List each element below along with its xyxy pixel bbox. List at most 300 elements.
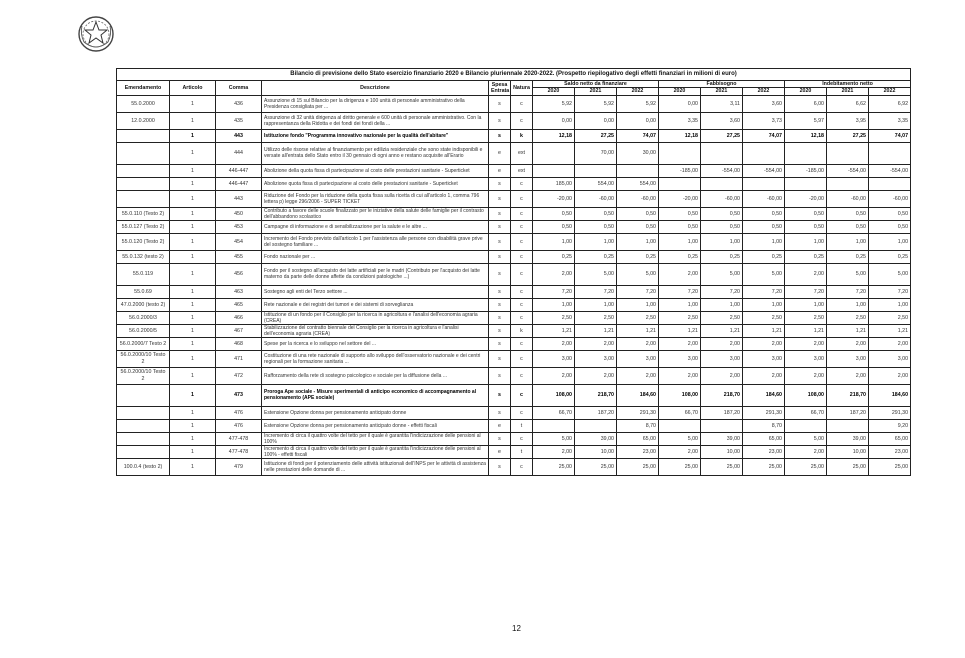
cell-value: 3,00: [785, 350, 827, 367]
table-row: [117, 432, 911, 445]
cell-value: 1,00: [659, 298, 701, 311]
cell-articolo: 1: [170, 311, 216, 324]
cell-value: 108,00: [533, 384, 575, 406]
cell-value: [533, 164, 575, 177]
cell-value: 0,25: [785, 250, 827, 263]
cell-descrizione: Sostegno agli enti del Terzo settore ...: [262, 285, 489, 298]
table-row: [117, 263, 911, 285]
cell-descrizione: Fondo nazionale per ...: [262, 250, 489, 263]
cell-articolo: 1: [170, 233, 216, 250]
table-row: [117, 129, 911, 142]
cell-descrizione: Estensione Opzione donna per pensionamento anticipato donne - effetti fiscali: [262, 419, 489, 432]
cell-articolo: 1: [170, 458, 216, 475]
cell-spesa-entrata: s: [489, 220, 511, 233]
cell-value: 25,00: [617, 458, 659, 475]
cell-value: 2,00: [533, 445, 575, 458]
cell-descrizione: Istituzione di un fondo per il Consiglio per la ricerca in agricoltura e l'analisi dell'economia agraria (CREA): [262, 311, 489, 324]
cell-value: 2,00: [785, 367, 827, 384]
cell-natura: c: [511, 285, 533, 298]
cell-value: 66,70: [785, 406, 827, 419]
cell-natura: c: [511, 311, 533, 324]
cell-value: 554,00: [617, 177, 659, 190]
cell-value: 1,00: [659, 233, 701, 250]
cell-spesa-entrata: s: [489, 384, 511, 406]
table-row: [117, 177, 911, 190]
cell-value: 7,20: [617, 285, 659, 298]
header-year: 2020: [533, 88, 575, 95]
header-fabbisogno: Fabbisogno: [659, 81, 785, 88]
table-row: [117, 445, 911, 458]
cell-value: [743, 142, 785, 164]
table-row: [117, 337, 911, 350]
cell-value: 5,00: [869, 263, 911, 285]
cell-value: 3,11: [701, 95, 743, 112]
cell-natura: t: [511, 419, 533, 432]
cell-descrizione: Stabilizzazione del contratto biennale del Consiglio per la ricerca in agricoltura e l'analisi dell'economia agraria (CREA): [262, 324, 489, 337]
cell-emendamento: 55.0.127 (Testo 2): [117, 220, 170, 233]
cell-natura: c: [511, 384, 533, 406]
cell-articolo: 1: [170, 324, 216, 337]
cell-value: [575, 419, 617, 432]
cell-emendamento: [117, 432, 170, 445]
table-row: [117, 324, 911, 337]
cell-value: 2,00: [533, 263, 575, 285]
cell-value: 3,60: [743, 95, 785, 112]
cell-value: 1,21: [701, 324, 743, 337]
cell-emendamento: [117, 177, 170, 190]
cell-spesa-entrata: s: [489, 458, 511, 475]
cell-comma: 477-478: [216, 445, 262, 458]
cell-value: 2,50: [743, 311, 785, 324]
cell-value: 0,50: [743, 220, 785, 233]
cell-value: 27,25: [575, 129, 617, 142]
cell-spesa-entrata: s: [489, 263, 511, 285]
cell-value: 5,00: [659, 432, 701, 445]
cell-value: [785, 177, 827, 190]
cell-articolo: 1: [170, 337, 216, 350]
cell-value: 3,00: [659, 350, 701, 367]
cell-value: 25,00: [575, 458, 617, 475]
table-row: [117, 298, 911, 311]
cell-natura: c: [511, 95, 533, 112]
cell-value: 70,00: [575, 142, 617, 164]
cell-value: [659, 419, 701, 432]
header-articolo: Articolo: [170, 81, 216, 96]
cell-value: 1,00: [617, 233, 659, 250]
cell-value: 2,00: [701, 367, 743, 384]
cell-natura: c: [511, 298, 533, 311]
cell-comma: 443: [216, 190, 262, 207]
cell-emendamento: [117, 384, 170, 406]
cell-emendamento: 56.0.2000/10 Testo 2: [117, 367, 170, 384]
financial-effects-table-container: [116, 68, 910, 476]
cell-value: 184,60: [617, 384, 659, 406]
cell-natura: c: [511, 250, 533, 263]
cell-comma: 466: [216, 311, 262, 324]
header-year: 2021: [827, 88, 869, 95]
cell-value: 218,70: [575, 384, 617, 406]
cell-value: 0,25: [743, 250, 785, 263]
cell-emendamento: 55.0.2000: [117, 95, 170, 112]
cell-comma: 468: [216, 337, 262, 350]
cell-value: 2,50: [575, 311, 617, 324]
cell-value: 2,50: [617, 311, 659, 324]
cell-value: [785, 142, 827, 164]
cell-value: -185,00: [785, 164, 827, 177]
cell-value: 5,92: [533, 95, 575, 112]
cell-value: 74,07: [617, 129, 659, 142]
cell-value: 2,00: [827, 337, 869, 350]
table-row: [117, 95, 911, 112]
table-row: [117, 285, 911, 298]
cell-value: 3,00: [869, 350, 911, 367]
cell-comma: 443: [216, 129, 262, 142]
cell-value: 5,92: [575, 95, 617, 112]
cell-articolo: 1: [170, 406, 216, 419]
cell-value: [659, 177, 701, 190]
financial-effects-table: [116, 68, 911, 476]
cell-articolo: 1: [170, 220, 216, 233]
cell-value: 0,50: [617, 207, 659, 220]
cell-descrizione: Rafforzamento della rete di sostegno psicologico e sociale per la diffusione della ...: [262, 367, 489, 384]
cell-value: [701, 177, 743, 190]
cell-value: 218,70: [827, 384, 869, 406]
cell-spesa-entrata: e: [489, 445, 511, 458]
cell-value: 2,00: [869, 367, 911, 384]
cell-value: 2,00: [659, 263, 701, 285]
cell-emendamento: 55.0.119: [117, 263, 170, 285]
cell-spesa-entrata: s: [489, 190, 511, 207]
cell-value: -20,00: [659, 190, 701, 207]
cell-value: 12,18: [785, 129, 827, 142]
cell-value: 0,25: [533, 250, 575, 263]
cell-value: 0,00: [617, 112, 659, 129]
header-year: 2021: [701, 88, 743, 95]
cell-value: 23,00: [617, 445, 659, 458]
cell-descrizione: Abolizione quota fissa di partecipazione al costo delle prestazioni sanitarie - Superticket: [262, 177, 489, 190]
cell-value: 0,00: [533, 112, 575, 129]
cell-value: 2,50: [701, 311, 743, 324]
cell-comma: 456: [216, 263, 262, 285]
cell-comma: 463: [216, 285, 262, 298]
table-row: [117, 220, 911, 233]
table-row: [117, 458, 911, 475]
cell-value: 1,00: [575, 298, 617, 311]
header-year: 2022: [743, 88, 785, 95]
table-row: [117, 250, 911, 263]
header-natura: Natura: [511, 81, 533, 96]
cell-value: 184,60: [869, 384, 911, 406]
cell-descrizione: Incremento di circa il quattro volte del tetto per il quale è garantita l'indicizzazione delle pensioni al 100%: [262, 432, 489, 445]
cell-natura: c: [511, 337, 533, 350]
cell-value: 23,00: [743, 445, 785, 458]
table-row: [117, 142, 911, 164]
cell-value: 2,00: [617, 367, 659, 384]
cell-value: 6,00: [785, 95, 827, 112]
cell-value: 2,50: [827, 311, 869, 324]
cell-value: 1,00: [869, 233, 911, 250]
cell-value: 291,30: [869, 406, 911, 419]
cell-spesa-entrata: s: [489, 311, 511, 324]
cell-spesa-entrata: s: [489, 129, 511, 142]
table-row: [117, 406, 911, 419]
cell-value: 27,25: [701, 129, 743, 142]
table-row: [117, 419, 911, 432]
cell-value: 2,00: [869, 337, 911, 350]
cell-value: 1,00: [701, 298, 743, 311]
cell-value: 0,25: [701, 250, 743, 263]
cell-articolo: 1: [170, 263, 216, 285]
cell-natura: c: [511, 112, 533, 129]
cell-value: 0,50: [701, 220, 743, 233]
cell-value: 1,00: [533, 233, 575, 250]
cell-value: 0,50: [827, 220, 869, 233]
cell-value: 6,62: [827, 95, 869, 112]
cell-value: 25,00: [869, 458, 911, 475]
cell-comma: 446-447: [216, 177, 262, 190]
cell-value: 1,21: [575, 324, 617, 337]
cell-value: 185,00: [533, 177, 575, 190]
cell-articolo: 1: [170, 298, 216, 311]
cell-value: -554,00: [869, 164, 911, 177]
cell-natura: t: [511, 445, 533, 458]
cell-comma: 471: [216, 350, 262, 367]
cell-value: 0,50: [869, 207, 911, 220]
cell-value: 6,92: [869, 95, 911, 112]
cell-value: 7,20: [701, 285, 743, 298]
cell-spesa-entrata: s: [489, 112, 511, 129]
cell-value: [785, 419, 827, 432]
cell-value: -60,00: [617, 190, 659, 207]
table-row: [117, 207, 911, 220]
cell-value: 1,00: [575, 233, 617, 250]
cell-value: 8,70: [617, 419, 659, 432]
header-year: 2022: [869, 88, 911, 95]
cell-value: 65,00: [869, 432, 911, 445]
cell-value: 2,00: [575, 367, 617, 384]
cell-value: 2,50: [533, 311, 575, 324]
cell-value: 1,00: [533, 298, 575, 311]
cell-emendamento: [117, 419, 170, 432]
cell-spesa-entrata: s: [489, 367, 511, 384]
cell-spesa-entrata: s: [489, 177, 511, 190]
header-year: 2022: [617, 88, 659, 95]
cell-spesa-entrata: s: [489, 95, 511, 112]
cell-value: 2,00: [617, 337, 659, 350]
cell-comma: 473: [216, 384, 262, 406]
cell-natura: c: [511, 263, 533, 285]
cell-value: 218,70: [701, 384, 743, 406]
cell-value: 0,50: [785, 220, 827, 233]
table-row: [117, 311, 911, 324]
cell-value: 7,20: [533, 285, 575, 298]
cell-value: 0,50: [785, 207, 827, 220]
cell-value: 2,00: [701, 337, 743, 350]
cell-comma: 435: [216, 112, 262, 129]
page-number: 12: [512, 624, 521, 633]
cell-emendamento: 56.0.2000/7 Testo 2: [117, 337, 170, 350]
cell-emendamento: [117, 129, 170, 142]
cell-value: 5,97: [785, 112, 827, 129]
cell-articolo: 1: [170, 419, 216, 432]
cell-value: 1,00: [617, 298, 659, 311]
cell-value: -60,00: [701, 190, 743, 207]
cell-emendamento: 55.0.120 (Testo 2): [117, 233, 170, 250]
cell-articolo: 1: [170, 445, 216, 458]
cell-descrizione: Riduzione del Fondo per la riduzione della quota fissa sulla ricetta di cui all'articolo 1, comma 796 lettera p) legge 296/2006 - SUPER TICKET: [262, 190, 489, 207]
cell-value: 291,30: [617, 406, 659, 419]
cell-articolo: 1: [170, 129, 216, 142]
cell-value: [827, 419, 869, 432]
cell-comma: 477-478: [216, 432, 262, 445]
cell-emendamento: 55.0.110 (Testo 2): [117, 207, 170, 220]
cell-natura: ext: [511, 164, 533, 177]
header-year: 2020: [785, 88, 827, 95]
cell-value: 108,00: [659, 384, 701, 406]
cell-value: 1,00: [743, 233, 785, 250]
cell-articolo: 1: [170, 250, 216, 263]
cell-emendamento: [117, 445, 170, 458]
header-comma: Comma: [216, 81, 262, 96]
cell-descrizione: Abolizione della quota fissa di partecipazione al costo delle prestazioni sanitarie - Superticket: [262, 164, 489, 177]
table-row: [117, 350, 911, 367]
cell-value: -185,00: [659, 164, 701, 177]
cell-natura: k: [511, 129, 533, 142]
header-indebitamento: Indebitamento netto: [785, 81, 911, 88]
cell-value: 2,00: [785, 337, 827, 350]
cell-value: 1,00: [827, 298, 869, 311]
cell-natura: c: [511, 233, 533, 250]
cell-value: 1,21: [869, 324, 911, 337]
cell-value: 10,00: [575, 445, 617, 458]
cell-value: 7,20: [659, 285, 701, 298]
table-row: [117, 190, 911, 207]
cell-natura: c: [511, 350, 533, 367]
cell-articolo: 1: [170, 207, 216, 220]
cell-articolo: 1: [170, 432, 216, 445]
cell-value: 0,00: [659, 95, 701, 112]
cell-spesa-entrata: s: [489, 250, 511, 263]
cell-value: 1,21: [743, 324, 785, 337]
cell-value: 9,20: [869, 419, 911, 432]
cell-value: [659, 142, 701, 164]
cell-emendamento: 47.0.2000 (testo 2): [117, 298, 170, 311]
table-row: [117, 367, 911, 384]
cell-emendamento: 56.0.2000/5: [117, 324, 170, 337]
cell-comma: 454: [216, 233, 262, 250]
cell-value: 0,50: [617, 220, 659, 233]
cell-value: 65,00: [743, 432, 785, 445]
cell-comma: 465: [216, 298, 262, 311]
cell-value: 25,00: [785, 458, 827, 475]
cell-value: 2,00: [533, 337, 575, 350]
cell-articolo: 1: [170, 164, 216, 177]
cell-value: [869, 177, 911, 190]
cell-descrizione: Utilizzo delle risorse relative al finanziamento per edilizia residenziale che sono state indisponibili e versate all'entrata dello Stato entro il 30 gennaio di ogni anno e restano acquisite all'Erario: [262, 142, 489, 164]
cell-value: 1,21: [827, 324, 869, 337]
cell-value: 3,00: [743, 350, 785, 367]
cell-comma: 455: [216, 250, 262, 263]
cell-comma: 467: [216, 324, 262, 337]
cell-descrizione: Incremento di circa il quattro volte del tetto per il quale è garantita l'indicizzazione delle pensioni al 100% - effetti fiscali: [262, 445, 489, 458]
cell-descrizione: Rete nazionale e dei registri dei tumori e dei sistemi di sorveglianza: [262, 298, 489, 311]
cell-value: 5,00: [827, 263, 869, 285]
cell-emendamento: 55.0.132 (testo 2): [117, 250, 170, 263]
cell-natura: c: [511, 220, 533, 233]
cell-value: 25,00: [533, 458, 575, 475]
cell-descrizione: Istituzione di fondi per il potenziamento delle attività istituzionali dell'INPS per le attività di assistenza nelle prestazioni delle domande di ...: [262, 458, 489, 475]
cell-value: 0,50: [575, 207, 617, 220]
cell-value: 0,25: [827, 250, 869, 263]
cell-value: 3,00: [617, 350, 659, 367]
cell-natura: c: [511, 177, 533, 190]
header-spesa-entrata: Spesa Entrata: [489, 81, 511, 96]
cell-descrizione: Incremento del Fondo previsto dall'articolo 1 per l'assistenza alle persone con disabilità grave prive del sostegno familiare ...: [262, 233, 489, 250]
cell-spesa-entrata: s: [489, 298, 511, 311]
cell-spesa-entrata: s: [489, 233, 511, 250]
cell-value: 5,00: [743, 263, 785, 285]
cell-value: 25,00: [827, 458, 869, 475]
cell-value: 0,25: [575, 250, 617, 263]
cell-descrizione: Istituzione fondo "Programma innovativo nazionale per la qualità dell'abitare": [262, 129, 489, 142]
cell-value: 3,35: [869, 112, 911, 129]
cell-articolo: 1: [170, 285, 216, 298]
cell-value: 1,00: [785, 233, 827, 250]
cell-value: [533, 419, 575, 432]
cell-value: [701, 419, 743, 432]
cell-value: -554,00: [743, 164, 785, 177]
cell-descrizione: Costituzione di una rete nazionale di supporto allo sviluppo dell'osservatorio nazionale e dei centri regionali per la formazione sanitaria ...: [262, 350, 489, 367]
cell-value: 554,00: [575, 177, 617, 190]
cell-comma: 450: [216, 207, 262, 220]
cell-value: 0,50: [659, 220, 701, 233]
cell-value: 1,00: [869, 298, 911, 311]
header-descrizione: Descrizione: [262, 81, 489, 96]
cell-value: 1,00: [827, 233, 869, 250]
cell-value: 1,21: [785, 324, 827, 337]
cell-value: 7,20: [827, 285, 869, 298]
cell-value: 7,20: [575, 285, 617, 298]
header-year: 2021: [575, 88, 617, 95]
cell-value: 0,50: [869, 220, 911, 233]
cell-value: 3,35: [659, 112, 701, 129]
cell-value: 3,00: [575, 350, 617, 367]
cell-descrizione: Proroga Ape sociale - Misure sperimentali di anticipo economico di accompagnamento al pensionamento (APE sociale): [262, 384, 489, 406]
cell-value: 0,50: [743, 207, 785, 220]
cell-value: [701, 142, 743, 164]
cell-value: 0,25: [869, 250, 911, 263]
cell-emendamento: [117, 142, 170, 164]
cell-descrizione: Fondo per il sostegno all'acquisto dei latte artificiali per le madri (Contributo per l'acquisto dei latte materno da parte delle donne affette da condizioni patologiche ...): [262, 263, 489, 285]
table-title: Bilancio di previsione dello Stato esercizio finanziario 2020 e Bilancio pluriennale 2020-2022. (Prospetto riepilogativo degli effetti finanziari in milioni di euro): [117, 69, 911, 81]
cell-articolo: 1: [170, 384, 216, 406]
cell-descrizione: Assunzione di 15 sul Bilancio per la dirigenza e 100 unità di personale amministrativo della Presidenza consigliata per ...: [262, 95, 489, 112]
cell-value: 108,00: [785, 384, 827, 406]
cell-value: 2,50: [869, 311, 911, 324]
cell-articolo: 1: [170, 95, 216, 112]
cell-spesa-entrata: s: [489, 285, 511, 298]
cell-value: 1,21: [659, 324, 701, 337]
cell-value: -554,00: [701, 164, 743, 177]
cell-value: 66,70: [659, 406, 701, 419]
cell-articolo: 1: [170, 367, 216, 384]
cell-value: 2,00: [659, 367, 701, 384]
cell-spesa-entrata: s: [489, 324, 511, 337]
cell-value: 27,25: [827, 129, 869, 142]
cell-descrizione: Spese per la ricerca e lo sviluppo nel settore del ...: [262, 337, 489, 350]
cell-value: 5,00: [617, 263, 659, 285]
cell-spesa-entrata: s: [489, 350, 511, 367]
